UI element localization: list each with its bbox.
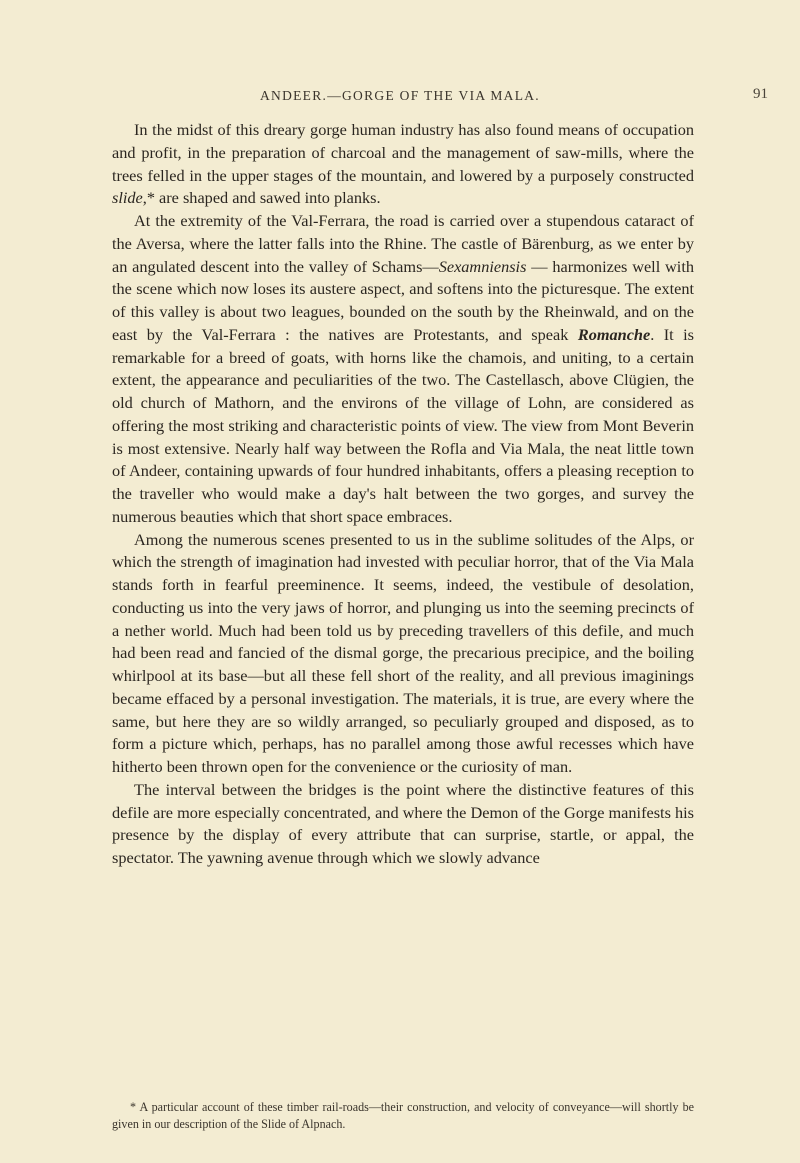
paragraph-2	[112, 210, 694, 529]
paragraph-2-part-2: — harmonizes well with the scene which now loses its austere aspect, and softens into the picturesque. The extent of this valley is about two leagues, bounded on the south by the Rheinwald, and on the east by the Val-Ferrara : the natives are Protestants, and speak	[112, 256, 694, 344]
running-title: ANDEER.—GORGE OF THE VIA MALA.	[259, 88, 540, 103]
paragraph-2-part-3: . It is remarkable for a breed of goats, with horns like the chamois, and uniting, to a certain extent, the appearance and peculiarities of the two. The Castellasch, above Clügien, the old church of Mathorn, and the environs of the village of Lohn, are considered as offering the most striking and characteristic points of view. The view from Mont Beverin is most extensive. Nearly half way between the Rofla and Via Mala, the neat little town of Andeer, containing upwards of four hundred inhabitants, offers a pleasing reception to the traveller who would make a day's halt between the two gorges, and survey the numerous beauties which that short space embraces.	[112, 324, 694, 526]
paragraph-1-italic: slide	[112, 188, 143, 208]
paragraph-2-italic: Sexamniensis	[438, 256, 527, 276]
paragraph-2-part-1: At the extremity of the Val-Ferrara, the road is carried over a stupendous cataract of the Aversa, where the latter falls into the Rhine. The castle of Bärenburg, as we enter by an angulated descent into the valley of Schams—	[112, 211, 694, 276]
paragraph-1	[112, 119, 694, 210]
paragraph-1-part-2: ,* are shaped and sawed into planks.	[142, 188, 381, 208]
footnote	[112, 1099, 694, 1133]
paragraph-2-italic-2: Romanche	[577, 324, 651, 344]
body-text	[112, 119, 694, 870]
page-number: 91	[753, 86, 768, 102]
paragraph-4: The interval between the bridges is the point where the distinctive features of this defile are more especially concentrated, and where the Demon of the Gorge manifests his presence by the display of every attribute that can surprise, startle, or appal, the spectator. The yawning avenue through which we slowly advance	[112, 779, 694, 867]
paragraph-3: Among the numerous scenes presented to us in the sublime solitudes of the Alps, or which the strength of imagination had invested with peculiar horror, that of the Via Mala stands forth in fearful preeminence. It seems, indeed, the vestibule of desolation, conducting us into the very jaws of horror, and plunging us into the seeming precincts of a nether world. Much had been told us by preceding travellers of this defile, and much had been read and fancied of the dismal gorge, the precarious precipice, and the boiling whirlpool at its base—but all these fell short of the reality, and all previous imaginings became effaced by a personal investigation. The materials, it is true, are every where the same, but here they are so wildly arranged, so peculiarly grouped and disposed, as to form a picture which, perhaps, has no parallel among those awful recesses which have hitherto been thrown open for the convenience or the curiosity of man.	[112, 529, 694, 776]
footnote-text: * A particular account of these timber rail-roads—their construction, and velocity of conveyance—will shortly be given in our description of the Slide of Alpnach.	[112, 1100, 694, 1131]
paragraph-1-part-1: In the midst of this dreary gorge human industry has also found means of occupation and profit, in the preparation of charcoal and the management of saw-mills, where the trees felled in the upper stages of the mountain, and lowered by a purposely constructed	[112, 120, 694, 185]
